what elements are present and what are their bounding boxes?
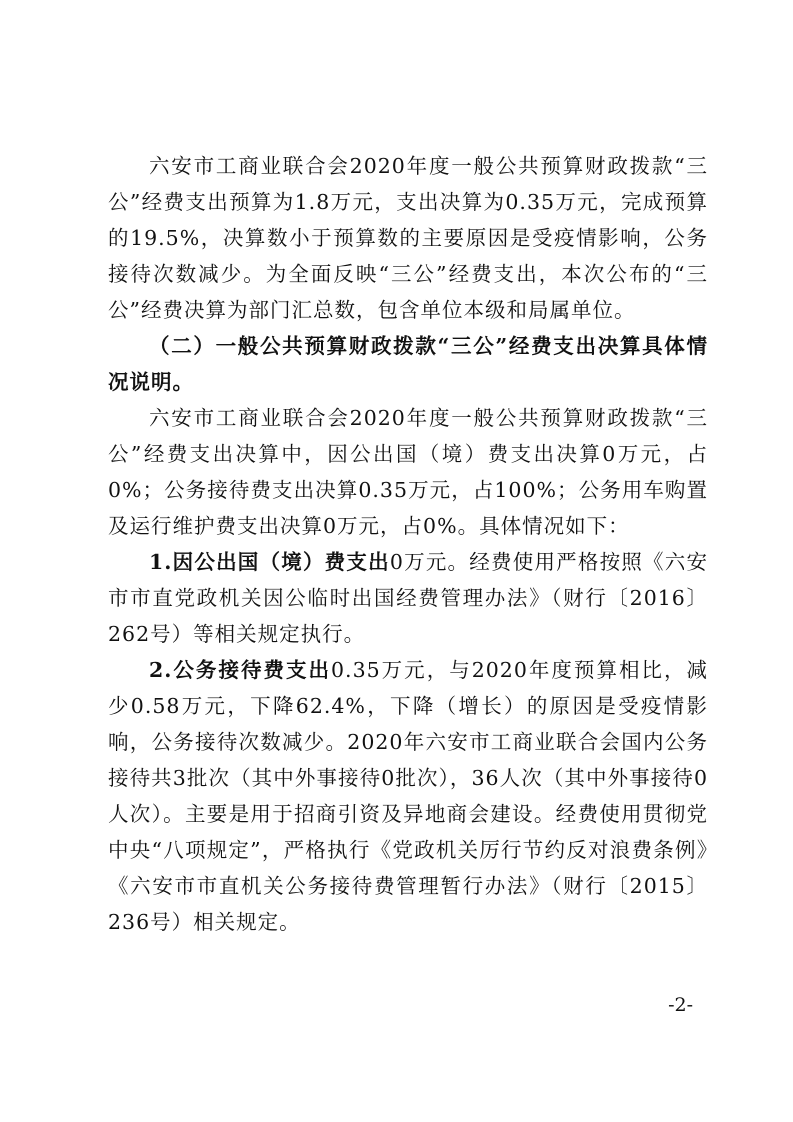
paragraph-text: 六安市工商业联合会2020年度一般公共预算财政拨款“三公”经费支出预算为1.8万元，支出决算为0.35万元，完成预算的19.5%，决算数小于预算数的主要原因是受疫情影响，公务接待次数减少。为全面反映“三公”经费支出，本次公布的“三公”经费决算为部门汇总数，包含单位本级和局属单位。 xyxy=(108,154,708,322)
paragraph-overseas-travel xyxy=(108,544,708,652)
page-number: -2- xyxy=(668,994,693,1016)
section-heading xyxy=(108,328,708,400)
paragraph-text: 0万元。经费使用严格按照《六安市市直党政机关因公临时出国经费管理办法》（财行〔2016〕262号）等相关规定执行。 xyxy=(108,550,708,646)
paragraph-budget-summary xyxy=(108,148,708,328)
paragraph-text: 0.35万元，与2020年度预算相比，减少0.58万元，下降62.4%，下降（增长）的原因是受疫情影响，公务接待次数减少。2020年六安市工商业联合会国内公务接待共3批次（其中外事接待0批次），36人次（其中外事接待0人次）。主要是用于招商引资及异地商会建设。经费使用贯彻党中央“八项规定”，严格执行《党政机关厉行节约反对浪费条例》《六安市市直机关公务接待费管理暂行办法》（财行〔2015〕236号）相关规定。 xyxy=(108,658,708,934)
item-lead: 2.公务接待费支出 xyxy=(149,658,332,682)
document-body xyxy=(108,148,708,940)
paragraph-reception xyxy=(108,652,708,940)
paragraph-breakdown xyxy=(108,400,708,544)
item-lead: 1.因公出国（境）费支出 xyxy=(149,550,390,574)
heading-text: （二）一般公共预算财政拨款“三公”经费支出决算具体情况说明。 xyxy=(108,334,708,394)
paragraph-text: 六安市工商业联合会2020年度一般公共预算财政拨款“三公”经费支出决算中，因公出国（境）费支出决算0万元，占0%；公务接待费支出决算0.35万元，占100%；公务用车购置及运行维护费支出决算0万元，占0%。具体情况如下： xyxy=(108,406,708,538)
